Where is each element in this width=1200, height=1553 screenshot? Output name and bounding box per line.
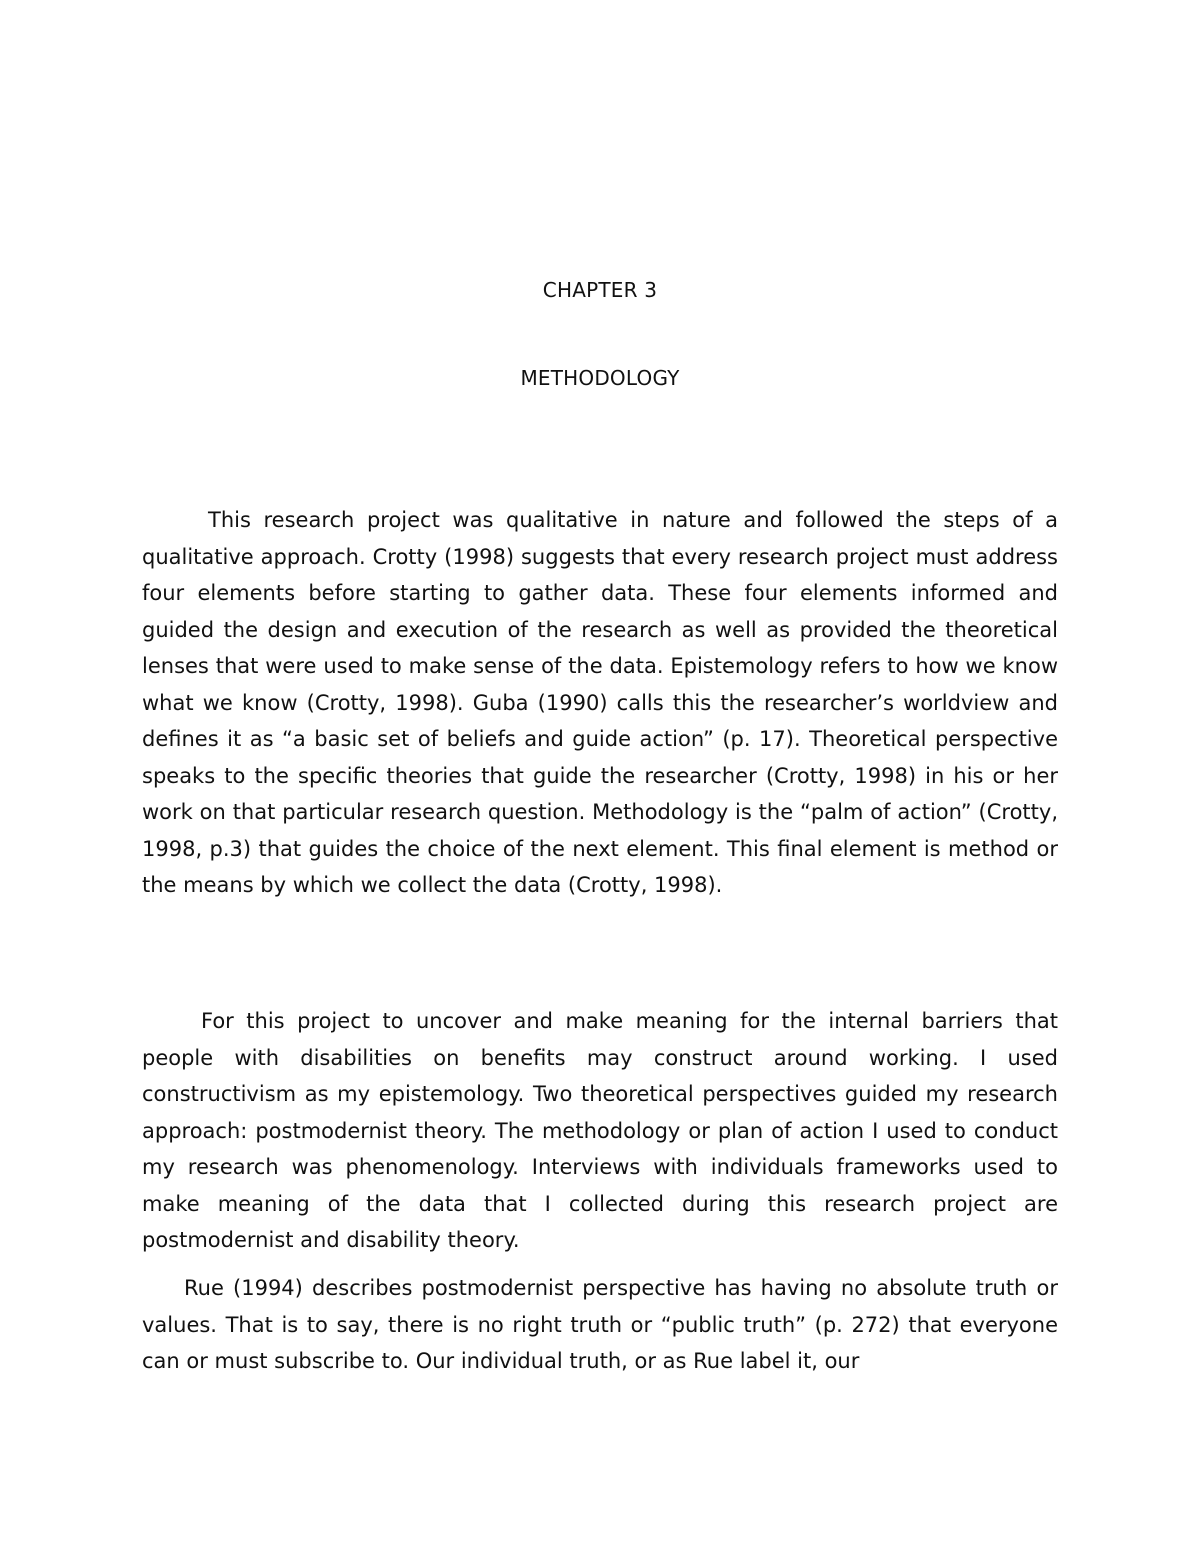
chapter-heading: CHAPTER 3 (542, 278, 658, 302)
body-paragraph-2: For this project to uncover and make meaning for the internal barriers that people with disabilities on benefits may construct around working. I used constructivism as my epistemology. Two theoretical perspectives guided my research approach: postmodernist theory. The methodology or plan of action I used to conduct my research was phenomenology. Interviews with individuals frameworks used to make meaning of the data that I collected during this research project are postmodernist and disability theory. (142, 1009, 1058, 1252)
section-title: METHODOLOGY (520, 366, 680, 390)
body-paragraph-3: Rue (1994) describes postmodernist perspective has having no absolute truth or values. That is to say, there is no right truth or “public truth” (p. 272) that everyone can or must subscribe to. Our individual truth, or as Rue label it, our (142, 1276, 1058, 1373)
body-paragraph-1: This research project was qualitative in nature and followed the steps of a qualitative approach. Crotty (1998) suggests that every research project must address four elements before starting to gather data. These four elements informed and guided the design and execution of the research as well as provided the theoretical lenses that were used to make sense of the data. Epistemology refers to how we know what we know (Crotty, 1998). Guba (1990) calls this the researcher’s worldview and defines it as “a basic set of beliefs and guide action” (p. 17). Theoretical perspective speaks to the specific theories that guide the researcher (Crotty, 1998) in his or her work on that particular research question. Methodology is the “palm of action” (Crotty, 1998, p.3) that guides the choice of the next element. This final element is method or the means by which we collect the data (Crotty, 1998). (142, 508, 1058, 897)
